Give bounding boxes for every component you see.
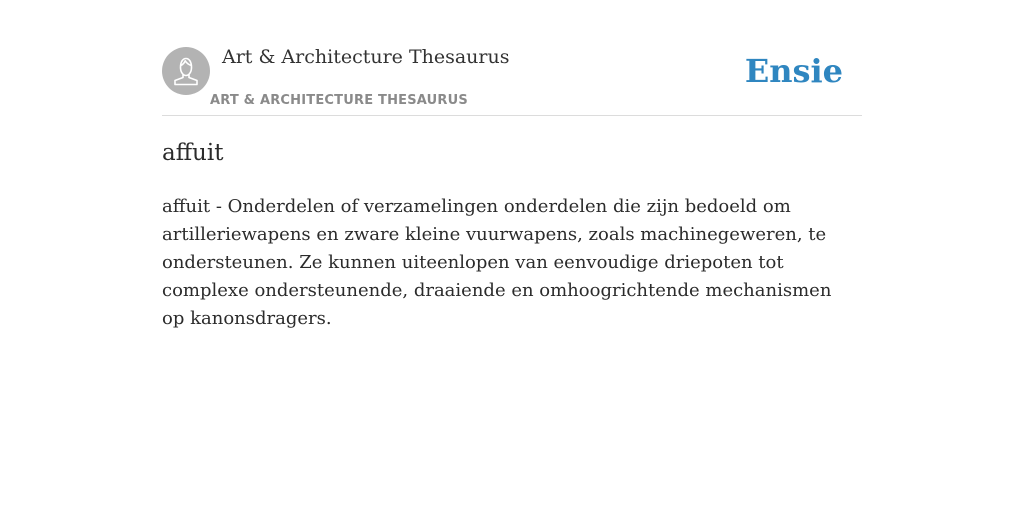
avatar[interactable] (162, 47, 210, 95)
entry-definition: affuit - Onderdelen of verzamelingen onderdelen die zijn bedoeld om artilleriewapens en zware kleine vuurwapens, zoals machinegeweren, te ondersteunen. Ze kunnen uiteenlopen van eenvoudige driepoten tot complexe ondersteunende, draaiende en omhoogrichtende mechanismen op kanonsdragers. (162, 196, 832, 329)
entry-term: affuit (162, 140, 224, 166)
author-name[interactable]: Art & Architecture Thesaurus (222, 46, 510, 68)
brand-logo[interactable]: Ensie (744, 52, 843, 90)
header (162, 46, 862, 116)
user-avatar-icon (162, 47, 210, 95)
source-label: ART & ARCHITECTURE THESAURUS (210, 93, 468, 108)
